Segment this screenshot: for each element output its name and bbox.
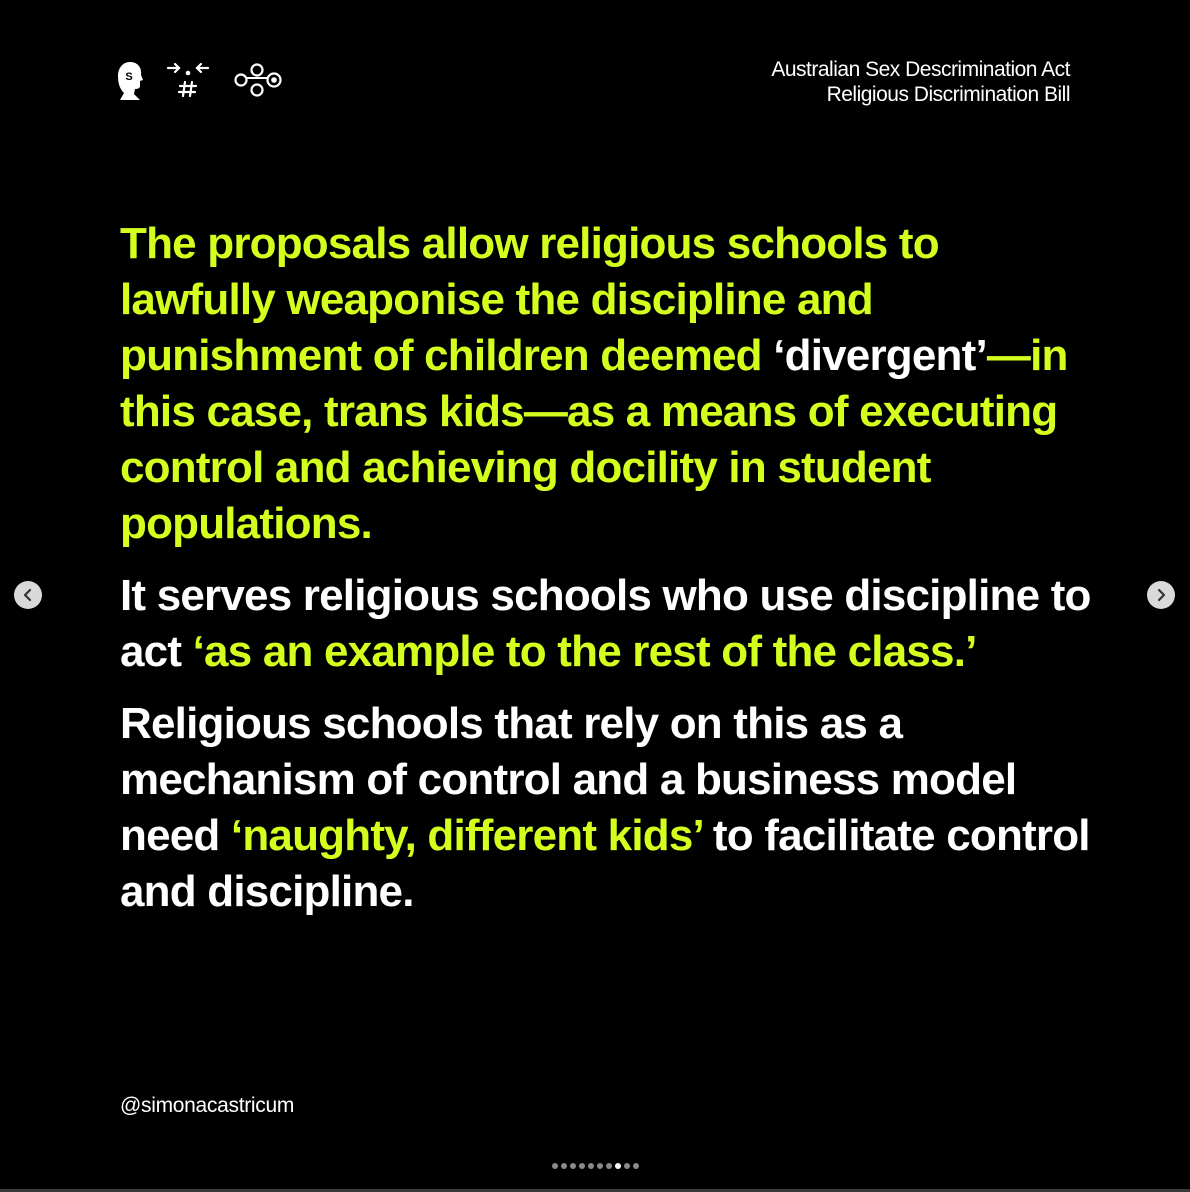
text-span: ‘as an example to the rest of the class.’ — [192, 627, 977, 676]
carousel-dot[interactable] — [552, 1163, 558, 1169]
paragraph-2 — [120, 568, 1100, 680]
text-span: ‘divergent’ — [773, 331, 987, 380]
carousel-dot[interactable] — [588, 1163, 594, 1169]
previous-slide-button[interactable] — [14, 581, 42, 609]
text-span: The proposals allow religious schools to lawfully weaponise the discipline and punishment of children deemed — [120, 219, 939, 380]
carousel-dot[interactable] — [615, 1163, 621, 1169]
circles-icon — [232, 60, 288, 102]
body-text — [120, 216, 1100, 936]
chevron-left-icon — [21, 588, 35, 602]
header-title — [771, 57, 1070, 107]
carousel-dot[interactable] — [597, 1163, 603, 1169]
carousel-dot[interactable] — [570, 1163, 576, 1169]
header-line-1: Australian Sex Descrimination Act — [771, 58, 1070, 81]
carousel-dot[interactable] — [561, 1163, 567, 1169]
author-handle: @simonacastricum — [120, 1094, 295, 1117]
carousel-indicators — [0, 1163, 1190, 1169]
carousel-dot[interactable] — [579, 1163, 585, 1169]
next-slide-button[interactable] — [1147, 581, 1175, 609]
text-span: It serves religious schools who use discipline to act — [120, 571, 1091, 676]
profile-s-icon — [116, 60, 144, 102]
carousel-dot[interactable] — [633, 1163, 639, 1169]
carousel-dot[interactable] — [606, 1163, 612, 1169]
paragraph-1 — [120, 216, 1100, 552]
header-line-2: Religious Discrimination Bill — [826, 83, 1070, 106]
text-span: ‘naughty, different kids’ — [230, 811, 702, 860]
arrows-hash-icon — [166, 60, 212, 102]
text-span: —in this case, trans kids—as a means of executing control and achieving docility in student populations. — [120, 331, 1068, 548]
text-span: Religious schools that rely on this as a mechanism of control and a business model need — [120, 699, 1017, 860]
paragraph-3 — [120, 696, 1100, 920]
text-span: to facilitate control and discipline. — [120, 811, 1090, 916]
carousel-dot[interactable] — [624, 1163, 630, 1169]
svg-text:S: S — [125, 71, 133, 83]
chevron-right-icon — [1154, 588, 1168, 602]
